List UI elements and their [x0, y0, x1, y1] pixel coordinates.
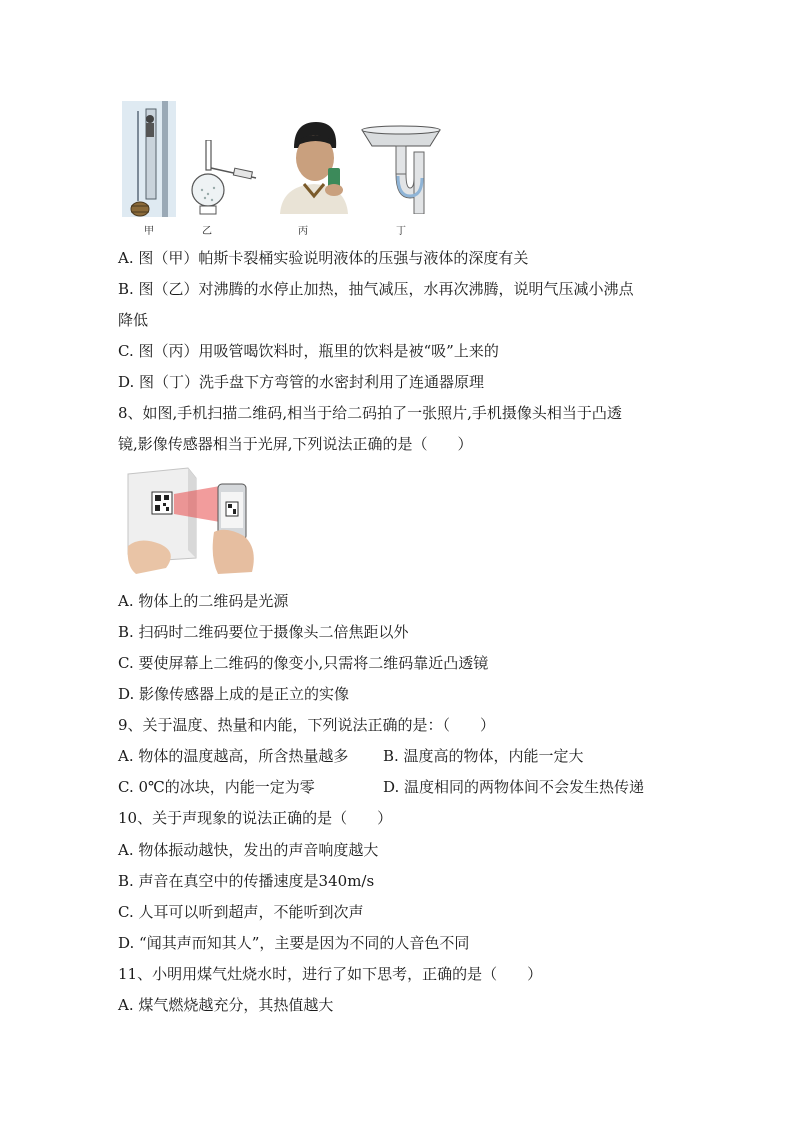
q10-stem: 10、关于声现象的说法正确的是（ ）: [118, 809, 393, 827]
q8-option-c: C. 要使屏幕上二维码的像变小,只需将二维码靠近凸透镜: [118, 654, 489, 672]
q9-option-c: C. 0℃的冰块，内能一定为零: [118, 778, 315, 796]
caption-jia: 甲: [144, 226, 154, 237]
q7-option-a: A. 图（甲）帕斯卡裂桶实验说明液体的压强与液体的深度有关: [118, 249, 529, 267]
q9-option-d: D. 温度相同的两物体间不会发生热传递: [383, 778, 645, 796]
figure-yi-flask-apparatus: [190, 140, 262, 216]
q9-option-b: B. 温度高的物体，内能一定大: [383, 747, 584, 765]
figure-jia-pascal-barrel: [122, 101, 176, 217]
caption-yi: 乙: [202, 226, 212, 237]
q9-option-a: A. 物体的温度越高，所含热量越多: [118, 747, 349, 765]
q10-option-b: B. 声音在真空中的传播速度是340m/s: [118, 872, 375, 890]
caption-ding: 丁: [396, 226, 406, 237]
q8-stem-line1: 8、如图,手机扫描二维码,相当于给二码拍了一张照片,手机摄像头相当于凸透: [118, 404, 622, 422]
figure-bing-boy-drinking: [278, 118, 350, 214]
q7-option-b: B. 图（乙）对沸腾的水停止加热，抽气减压，水再次沸腾，说明气压减小沸点: [118, 280, 634, 298]
q7-option-c: C. 图（丙）用吸管喝饮料时，瓶里的饮料是被“吸”上来的: [118, 342, 499, 360]
q8-option-d: D. 影像传感器上成的是正立的实像: [118, 685, 350, 703]
q10-option-d: D. “闻其声而知其人”，主要是因为不同的人音色不同: [118, 934, 470, 952]
q7-option-b-continued: 降低: [118, 311, 149, 329]
caption-bing: 丙: [298, 226, 308, 237]
q10-option-a: A. 物体振动越快，发出的声音响度越大: [118, 841, 379, 859]
q8-stem-line2: 镜,影像传感器相当于光屏,下列说法正确的是（ ）: [118, 435, 473, 453]
q9-stem: 9、关于温度、热量和内能，下列说法正确的是：（ ）: [118, 716, 496, 734]
q8-option-b: B. 扫码时二维码要位于摄像头二倍焦距以外: [118, 623, 409, 641]
figure-phone-scanning-qr-code: [122, 466, 272, 580]
q8-option-a: A. 物体上的二维码是光源: [118, 592, 289, 610]
q11-option-a: A. 煤气燃烧越充分，其热值越大: [118, 996, 334, 1014]
q11-stem: 11、小明用煤气灶烧水时，进行了如下思考，正确的是（ ）: [118, 965, 543, 983]
q7-option-d: D. 图（丁）洗手盘下方弯管的水密封利用了连通器原理: [118, 373, 485, 391]
q10-option-c: C. 人耳可以听到超声，不能听到次声: [118, 903, 364, 921]
figure-ding-sink-trap: [360, 122, 442, 214]
